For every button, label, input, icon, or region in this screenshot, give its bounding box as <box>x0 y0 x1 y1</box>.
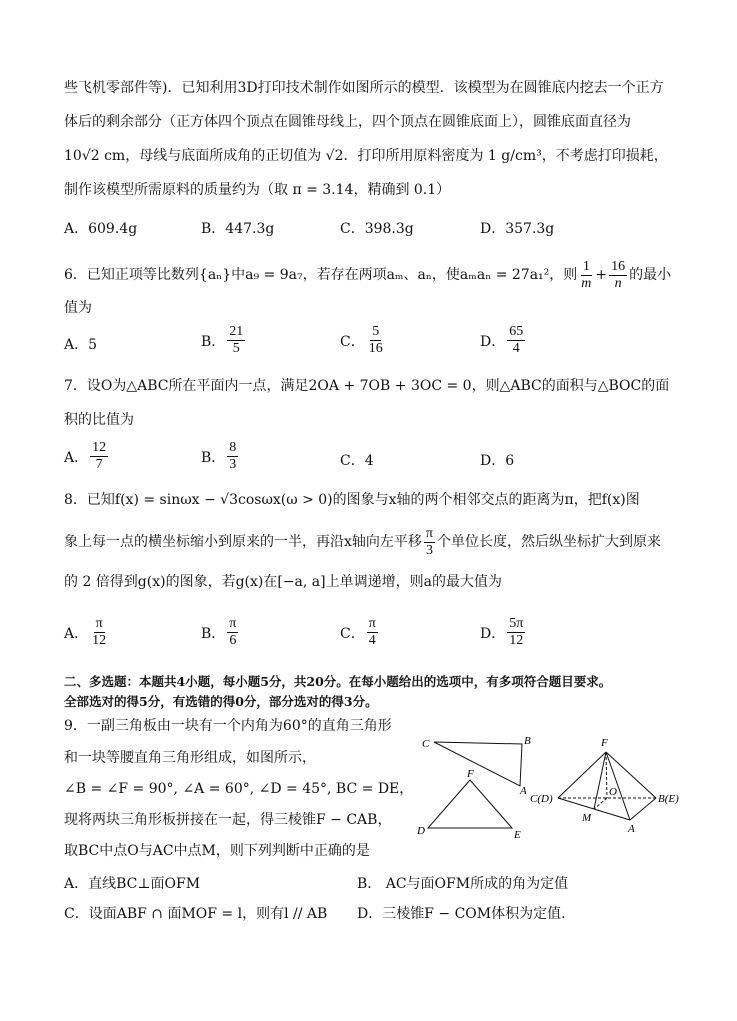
q8-line2: 象上每一点的横坐标缩小到原来的一半，再沿x轴向左平移 $\frac{\pi}{3}$ 个单位长度，然后纵坐标扩大到原来 <box>64 525 661 558</box>
label-a-base: A <box>628 823 635 835</box>
label-b-e: B(E) <box>658 793 679 805</box>
label-m: M <box>582 812 592 824</box>
q7-option-b: B． $\frac{8}{3}$ <box>201 440 237 472</box>
q5-option-d: D．357.3g <box>480 221 555 237</box>
q6-option-c: C． $\frac{5}{16}$ <box>340 324 383 356</box>
q9-option-d: D．三棱锥F − COM体积为定值. <box>357 906 566 922</box>
q8-option-a: A． $\frac{\pi}{12}$ <box>64 616 107 648</box>
triangle-cab <box>434 742 522 786</box>
q8-option-d: D． $\frac{5\pi}{12}$ <box>480 616 524 648</box>
q6-stem: 6．已知正项等比数列{aₙ}中a₉ = 9a₇，若存在两项aₘ、aₙ，使aₘaₙ = 27a₁²，则 <box>64 267 578 283</box>
q7-option-a: A． $\frac{12}{7}$ <box>64 440 107 472</box>
label-f: F <box>467 768 474 780</box>
label-e: E <box>514 829 521 841</box>
q5-line1: 些飞机零部件等)．已知利用3D打印技术制作如图所示的模型．该模型为在圆锥底内挖去一个正方 <box>64 80 664 96</box>
q5-line2: 体后的剩余部分（正方体四个顶点在圆锥母线上，四个顶点在圆锥底面上），圆锥底面直径为 <box>64 114 631 130</box>
q6-option-b: B． $\frac{21}{5}$ <box>201 324 244 356</box>
q7-option-c: C．4 <box>340 453 374 469</box>
tetrahedron <box>558 752 656 820</box>
label-a: A <box>520 785 527 797</box>
q6-option-d: D． $\frac{65}{4}$ <box>480 324 524 356</box>
label-d: D <box>417 825 425 837</box>
q5-option-c: C．398.3g <box>340 221 414 237</box>
q6-stem-line <box>64 256 697 294</box>
triangle-def <box>428 780 512 828</box>
q9-line2: 和一块等腰直角三角形组成，如图所示， <box>64 750 316 766</box>
section2-line1: 二、多选题：本题共4小题，每小题5分，共20分。在每小题给出的选项中，有多项符合题目要求。 <box>64 674 612 689</box>
q6-fraction-2: $\frac{16}{n}$ <box>611 258 626 291</box>
q6-tail: 的最小 <box>629 267 672 283</box>
q9-option-a: A．直线BC⊥面OFM <box>64 876 201 892</box>
q5-line4: 制作该模型所需原料的质量约为（取 π = 3.14，精确到 0.1） <box>64 182 451 198</box>
q6-line2: 值为 <box>64 300 92 316</box>
label-b: B <box>524 735 531 747</box>
q7-stem: 7．设O为△ABC所在平面内一点，满足2OA + 7OB + 3OC = 0，则△ABC的面积与△BOC的面 <box>64 378 670 394</box>
q6-plus: + <box>595 267 608 283</box>
q5-option-b: B．447.3g <box>201 221 275 237</box>
q5-option-a: A．609.4g <box>64 221 138 237</box>
q9-option-b: B． AC与面OFM所成的角为定值 <box>357 876 569 892</box>
q8-line1: 8．已知f(x) = sinωx − √3cosωx(ω > 0)的图象与x轴的两个相邻交点的距离为π，把f(x)图 <box>64 492 640 508</box>
q8-option-c: C． $\frac{\pi}{4}$ <box>340 616 376 648</box>
label-f-apex: F <box>601 737 608 749</box>
q8-option-b: B． $\frac{\pi}{6}$ <box>201 616 237 648</box>
q9-line5: 取BC中点O与AC中点M，则下列判断中正确的是 <box>64 843 370 859</box>
q9-figure <box>412 732 684 842</box>
q5-line3: 10√2 cm，母线与底面所成角的正切值为 √2．打印所用原料密度为 1 g/cm³，不考虑打印损耗， <box>64 148 668 164</box>
label-c: C <box>422 738 430 750</box>
label-o: O <box>609 786 617 798</box>
q9-line3: ∠B = ∠F = 90°, ∠A = 60°, ∠D = 45°, BC = DE， <box>64 781 414 797</box>
q9-line4: 现将两块三角形板拼接在一起，得三棱锥F − CAB， <box>64 812 392 828</box>
q8-line3: 的 2 倍得到g(x)的图象，若g(x)在[−a, a]上单调递增，则a的最大值为 <box>64 574 502 590</box>
q6-option-a: A．5 <box>64 337 98 353</box>
section2-line2: 全部选对的得5分，有选错的得0分，部分选对的得3分。 <box>64 694 378 709</box>
q9-option-c: C．设面ABF ∩ 面MOF = l，则有l // AB <box>64 906 328 922</box>
q7-option-d: D．6 <box>480 453 515 469</box>
label-c-d: C(D) <box>530 793 553 805</box>
q9-line1: 9．一副三角板由一块有一个内角为60°的直角三角形 <box>64 718 392 734</box>
q6-fraction-1: $\frac{1}{m}$ <box>581 258 592 291</box>
q8-shift-fraction: $\frac{\pi}{3}$ <box>425 525 433 558</box>
q7-line2: 积的比值为 <box>64 412 134 428</box>
